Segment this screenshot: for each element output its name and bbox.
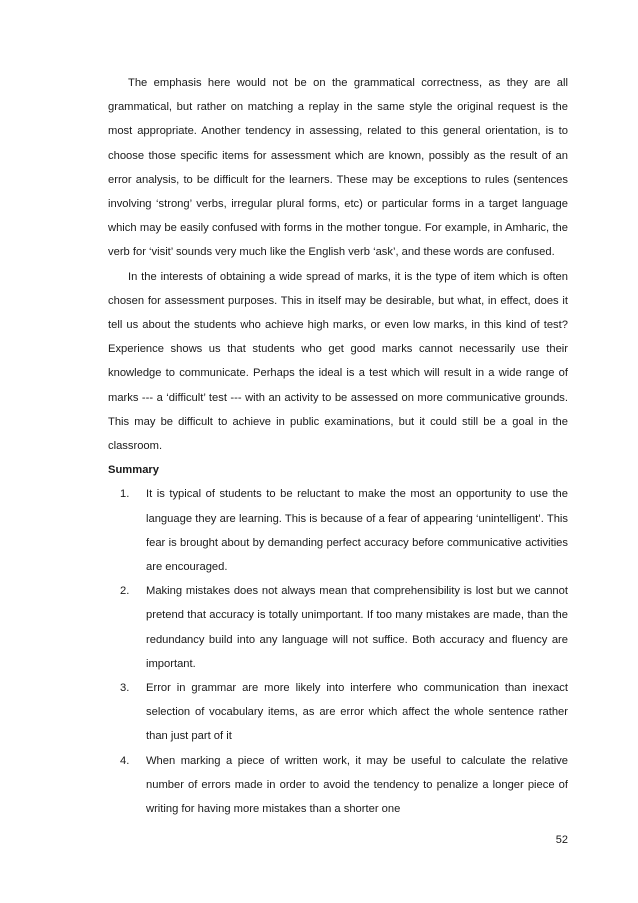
summary-item-text: When marking a piece of written work, it may be useful to calculate the relative number of errors made in order to avoid the tendency to penalize a longer piece of writing for having more mistakes than a shorter one bbox=[146, 754, 568, 816]
body-paragraph-2: In the interests of obtaining a wide spread of marks, it is the type of item which is often chosen for assessment purposes. This in itself may be desirable, but what, in effect, does it tell us about the students who achieve high marks, or even low marks, in this kind of test? Experience shows us that students who get good marks cannot necessarily use their knowledge to communicate. Perhaps the ideal is a test which will result in a wide range of marks --- a ‘difficult’ test --- with an activity to be assessed on more communicative grounds. This may be difficult to achieve in public examinations, but it could still be a goal in the classroom. bbox=[108, 270, 568, 453]
summary-item-number: 4. bbox=[120, 754, 130, 767]
summary-heading: Summary bbox=[108, 464, 159, 477]
summary-item-number: 1. bbox=[120, 488, 130, 501]
summary-item-4 bbox=[108, 749, 568, 822]
page-content bbox=[108, 71, 568, 821]
summary-item-number: 2. bbox=[120, 585, 130, 598]
summary-item-text: Error in grammar are more likely into interfere who communication than inexact selection of vocabulary items, as are error which affect the whole sentence rather than just part of it bbox=[146, 682, 568, 743]
summary-item-text: It is typical of students to be reluctant to make the most an opportunity to use the language they are learning. This is because of a fear of appearing ‘unintelligent’. This fear is brought about by demanding perfect accuracy before communicative activities are encouraged. bbox=[146, 488, 568, 574]
summary-item-number: 3. bbox=[120, 682, 130, 695]
page-number: 52 bbox=[555, 834, 568, 846]
body-paragraph-1: The emphasis here would not be on the grammatical correctness, as they are all grammatical, but rather on matching a replay in the same style the original request is the most appropriate. Another tendency in assessing, related to this general orientation, is to choose those specific items for assessment which are known, possibly as the result of an error analysis, to be difficult for the learners. These may be exceptions to rules (sentences involving ‘strong’ verbs, irregular plural forms, etc) or particular forms in a target language which may be easily confused with forms in the mother tongue. For example, in Amharic, the verb for ‘visit’ sounds very much like the English verb ‘ask’, and these words are confused. bbox=[108, 77, 568, 259]
summary-item-2 bbox=[108, 579, 568, 676]
summary-item-1 bbox=[108, 482, 568, 579]
summary-item-3 bbox=[108, 676, 568, 749]
summary-list bbox=[108, 482, 568, 821]
summary-item-text: Making mistakes does not always mean that comprehensibility is lost but we cannot pretend that accuracy is totally unimportant. If too many mistakes are made, than the redundancy build into any language will not suffice. Both accuracy and fluency are important. bbox=[146, 585, 568, 670]
